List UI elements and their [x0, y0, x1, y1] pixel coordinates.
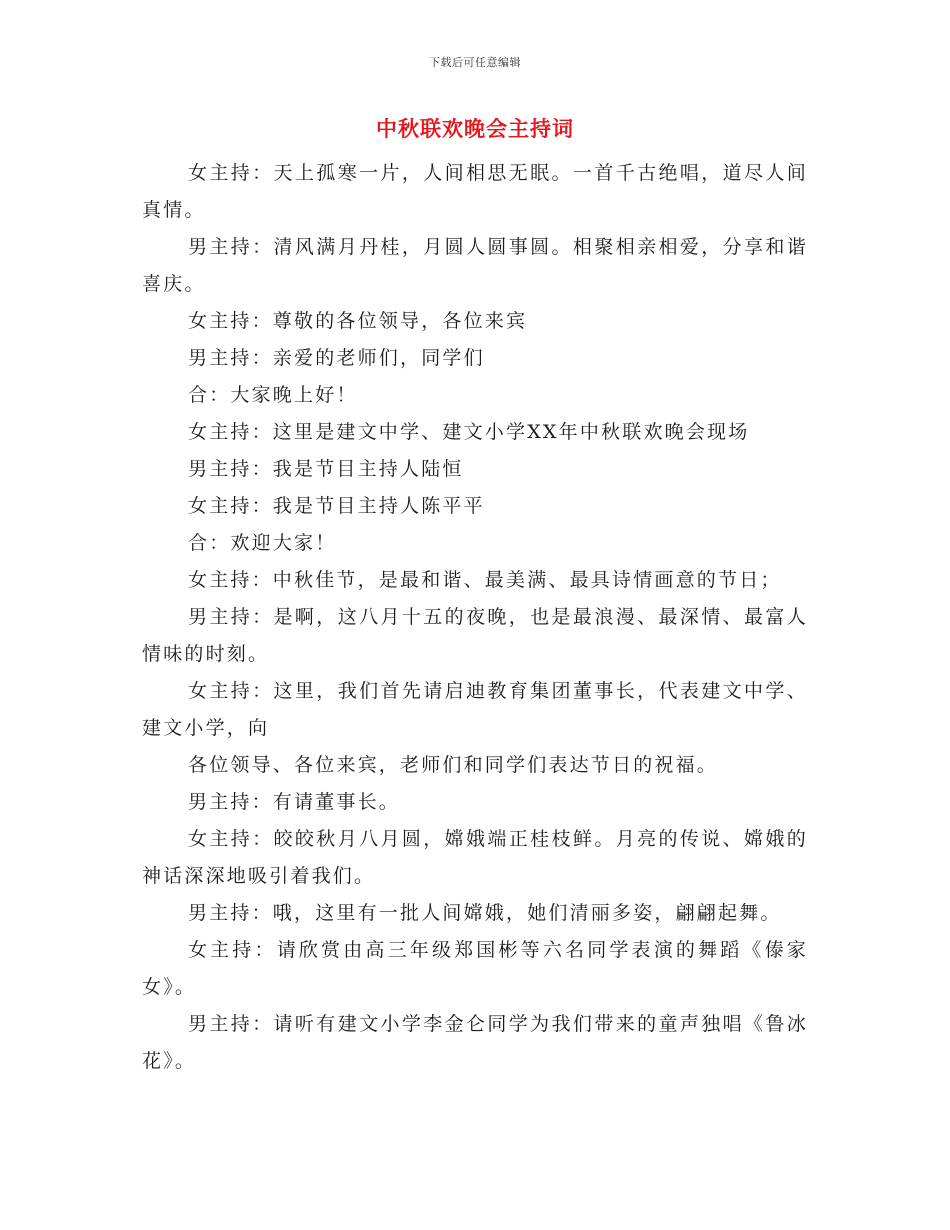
header-note: 下载后可任意编辑: [429, 56, 521, 69]
paragraph: 男主持：清风满月丹桂，月圆人圆事圆。相聚相亲相爱，分享和谐喜庆。: [142, 236, 808, 295]
paragraph: 各位领导、各位来宾，老师们和同学们表达节日的祝福。: [188, 754, 719, 776]
paragraph: 女主持：尊敬的各位领导，各位来宾: [188, 310, 528, 332]
paragraph: 女主持：这里是建文中学、建文小学XX年中秋联欢晚会现场: [188, 421, 750, 443]
paragraph: 合：欢迎大家！: [188, 532, 337, 554]
paragraph: 女主持：中秋佳节，是最和谐、最美满、最具诗情画意的节日；: [188, 569, 782, 591]
paragraph: 男主持：哦，这里有一批人间嫦娥，她们清丽多姿，翩翩起舞。: [188, 902, 782, 924]
paragraph: 男主持：有请董事长。: [188, 791, 401, 813]
paragraph: 合：大家晚上好！: [188, 384, 358, 406]
paragraph: 男主持：亲爱的老师们，同学们: [188, 347, 485, 369]
paragraph: 女主持：皎皎秋月八月圆，嫦娥端正桂枝鲜。月亮的传说、嫦娥的神话深深地吸引着我们。: [142, 828, 808, 887]
paragraph: 女主持：天上孤寒一片，人间相思无眠。一首千古绝唱，道尽人间真情。: [142, 162, 808, 221]
paragraph: 男主持：请听有建文小学李金仑同学为我们带来的童声独唱《鲁冰花》。: [142, 1013, 808, 1072]
paragraph: 女主持：请欣赏由高三年级郑国彬等六名同学表演的舞蹈《傣家女》。: [142, 939, 808, 998]
paragraph: 女主持：我是节目主持人陈平平: [188, 495, 485, 517]
document-body: [142, 155, 808, 1080]
paragraph: 男主持：是啊，这八月十五的夜晚，也是最浪漫、最深情、最富人情味的时刻。: [142, 606, 808, 665]
paragraph: 女主持：这里，我们首先请启迪教育集团董事长，代表建文中学、建文小学，向: [142, 680, 808, 739]
paragraph: 男主持：我是节目主持人陆恒: [188, 458, 464, 480]
document-title: 中秋联欢晚会主持词: [376, 116, 574, 141]
